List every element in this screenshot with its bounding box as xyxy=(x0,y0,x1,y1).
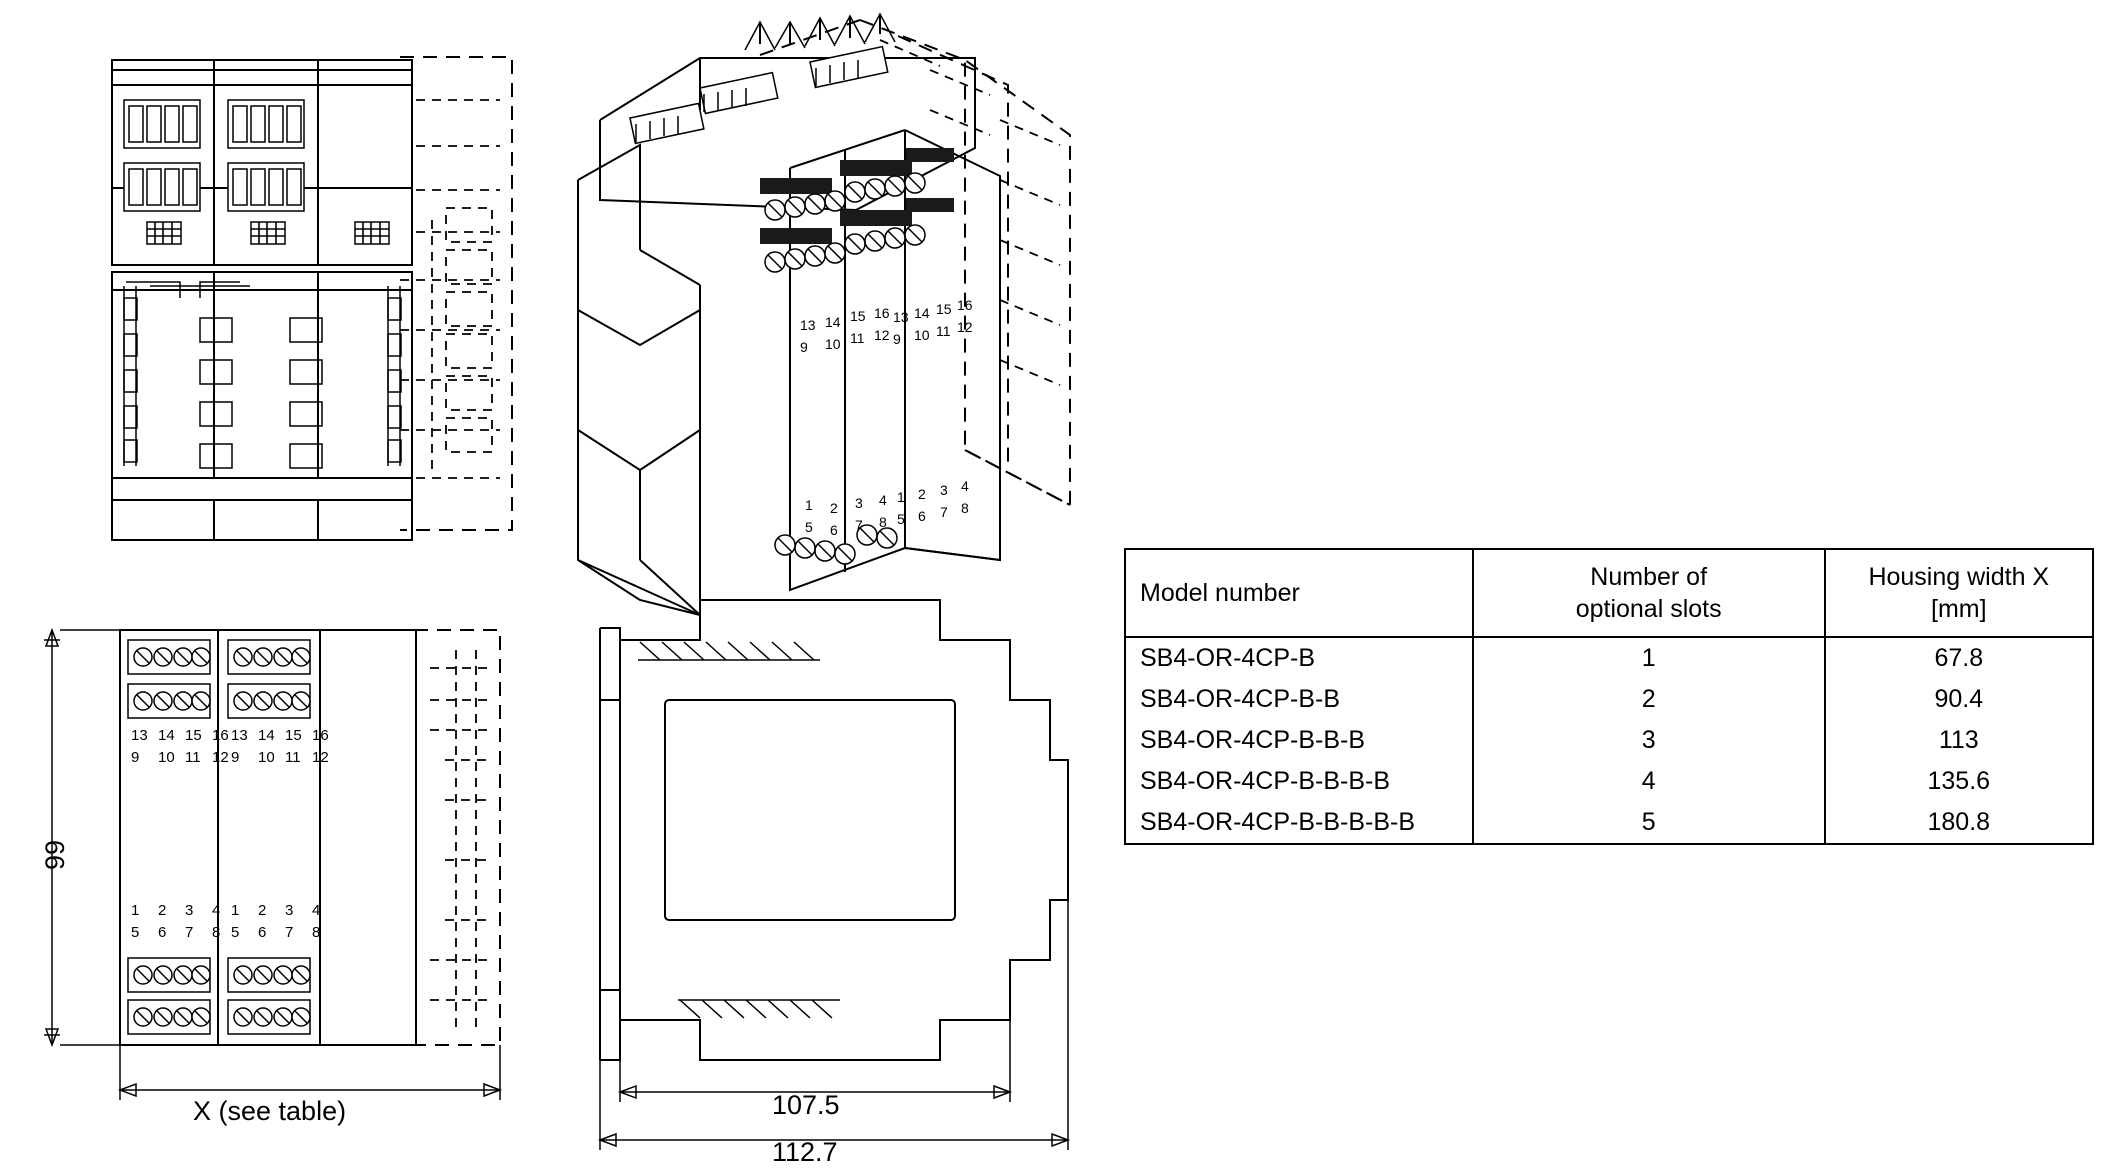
svg-text:14: 14 xyxy=(825,314,841,330)
svg-text:8: 8 xyxy=(312,924,321,941)
dimension-depth-outer-label: 112.7 xyxy=(772,1137,838,1167)
svg-text:12: 12 xyxy=(312,749,329,766)
svg-text:12: 12 xyxy=(212,749,229,766)
header-optional-slots-line2: optional slots xyxy=(1575,595,1722,623)
svg-text:9: 9 xyxy=(893,331,901,347)
table-row xyxy=(1125,637,2093,679)
model-spec-table xyxy=(1124,548,2094,845)
top-inner-pads xyxy=(200,318,322,468)
svg-text:16: 16 xyxy=(312,727,329,744)
dimension-height-label: 99 xyxy=(40,839,70,870)
svg-text:11: 11 xyxy=(850,330,865,346)
svg-text:7: 7 xyxy=(285,924,294,941)
cell-slots: 2 xyxy=(1473,679,1825,720)
isometric-view xyxy=(578,14,1070,615)
svg-text:2: 2 xyxy=(830,500,838,516)
svg-text:5: 5 xyxy=(897,511,905,527)
header-optional-slots-line1: Number of xyxy=(1590,562,1708,591)
svg-text:9: 9 xyxy=(800,339,808,355)
svg-text:10: 10 xyxy=(825,336,841,352)
svg-text:7: 7 xyxy=(185,924,194,941)
top-side-clips xyxy=(124,286,401,466)
svg-text:4: 4 xyxy=(312,902,321,919)
svg-text:12: 12 xyxy=(874,327,890,343)
table-header-row xyxy=(1125,549,2093,637)
svg-text:10: 10 xyxy=(158,749,175,766)
iso-connectors xyxy=(630,47,888,144)
svg-text:4: 4 xyxy=(879,492,887,508)
svg-text:1: 1 xyxy=(897,489,905,505)
table-row xyxy=(1125,720,2093,761)
header-housing-width-line1: Housing width X xyxy=(1868,562,2050,591)
table-row xyxy=(1125,761,2093,802)
svg-text:16: 16 xyxy=(957,297,973,313)
svg-text:3: 3 xyxy=(185,902,194,919)
svg-text:3: 3 xyxy=(940,482,948,498)
svg-text:1: 1 xyxy=(231,902,240,919)
svg-text:4: 4 xyxy=(212,902,221,919)
svg-text:3: 3 xyxy=(855,495,863,511)
iso-terminal-numbers xyxy=(800,297,973,538)
cell-width: 90.4 xyxy=(1825,679,2093,720)
svg-text:16: 16 xyxy=(874,305,890,321)
cell-slots: 1 xyxy=(1473,637,1825,679)
top-view-dashed-extension xyxy=(400,57,512,530)
svg-text:14: 14 xyxy=(258,727,275,744)
cell-model: SB4-OR-4CP-B-B xyxy=(1125,679,1473,720)
svg-text:6: 6 xyxy=(258,924,267,941)
table-row xyxy=(1125,802,2093,844)
svg-text:8: 8 xyxy=(879,514,887,530)
top-view xyxy=(112,57,512,540)
svg-text:2: 2 xyxy=(158,902,167,919)
svg-text:15: 15 xyxy=(936,301,952,317)
dimension-width-label: X (see table) xyxy=(193,1096,347,1126)
svg-text:5: 5 xyxy=(231,924,240,941)
svg-text:10: 10 xyxy=(914,327,930,343)
svg-text:13: 13 xyxy=(800,317,816,333)
svg-text:13: 13 xyxy=(231,727,248,744)
svg-text:6: 6 xyxy=(158,924,167,941)
svg-text:7: 7 xyxy=(855,517,863,533)
svg-text:5: 5 xyxy=(131,924,140,941)
svg-text:13: 13 xyxy=(131,727,148,744)
svg-text:6: 6 xyxy=(918,508,926,524)
svg-text:4: 4 xyxy=(961,478,969,494)
svg-text:14: 14 xyxy=(914,305,930,321)
dimension-depth-inner-label: 107.5 xyxy=(772,1090,840,1120)
svg-text:11: 11 xyxy=(185,749,201,766)
front-view-dashed-extension xyxy=(414,630,500,1045)
front-view xyxy=(44,630,500,1100)
svg-text:9: 9 xyxy=(131,749,140,766)
svg-text:3: 3 xyxy=(285,902,294,919)
cell-width: 67.8 xyxy=(1825,637,2093,679)
header-optional-slots xyxy=(1473,549,1825,637)
svg-text:15: 15 xyxy=(850,308,866,324)
cell-model: SB4-OR-4CP-B-B-B-B xyxy=(1125,761,1473,802)
svg-text:6: 6 xyxy=(830,522,838,538)
svg-text:2: 2 xyxy=(258,902,267,919)
svg-text:8: 8 xyxy=(212,924,221,941)
table-row xyxy=(1125,679,2093,720)
cell-width: 180.8 xyxy=(1825,802,2093,844)
cell-slots: 3 xyxy=(1473,720,1825,761)
header-housing-width-line2: [mm] xyxy=(1931,595,1987,623)
svg-text:11: 11 xyxy=(936,323,951,339)
svg-text:16: 16 xyxy=(212,727,229,744)
svg-text:15: 15 xyxy=(185,727,202,744)
cell-model: SB4-OR-4CP-B-B-B-B-B xyxy=(1125,802,1473,844)
svg-text:13: 13 xyxy=(893,309,909,325)
cell-width: 135.6 xyxy=(1825,761,2093,802)
header-model-number: Model number xyxy=(1125,549,1473,637)
dimension-width xyxy=(120,1045,500,1100)
svg-text:11: 11 xyxy=(285,749,301,766)
cell-model: SB4-OR-4CP-B-B-B xyxy=(1125,720,1473,761)
svg-text:9: 9 xyxy=(231,749,240,766)
svg-text:2: 2 xyxy=(918,486,926,502)
side-view xyxy=(600,600,1068,1150)
cell-model: SB4-OR-4CP-B xyxy=(1125,637,1473,679)
svg-text:8: 8 xyxy=(961,500,969,516)
cell-width: 113 xyxy=(1825,720,2093,761)
svg-text:12: 12 xyxy=(957,319,973,335)
svg-text:14: 14 xyxy=(158,727,175,744)
svg-text:10: 10 xyxy=(258,749,275,766)
svg-text:7: 7 xyxy=(940,504,948,520)
dimension-height xyxy=(44,630,120,1045)
svg-text:5: 5 xyxy=(805,519,813,535)
svg-text:15: 15 xyxy=(285,727,302,744)
header-housing-width xyxy=(1825,549,2093,637)
svg-text:1: 1 xyxy=(131,902,140,919)
svg-text:1: 1 xyxy=(805,497,813,513)
cell-slots: 5 xyxy=(1473,802,1825,844)
cell-slots: 4 xyxy=(1473,761,1825,802)
